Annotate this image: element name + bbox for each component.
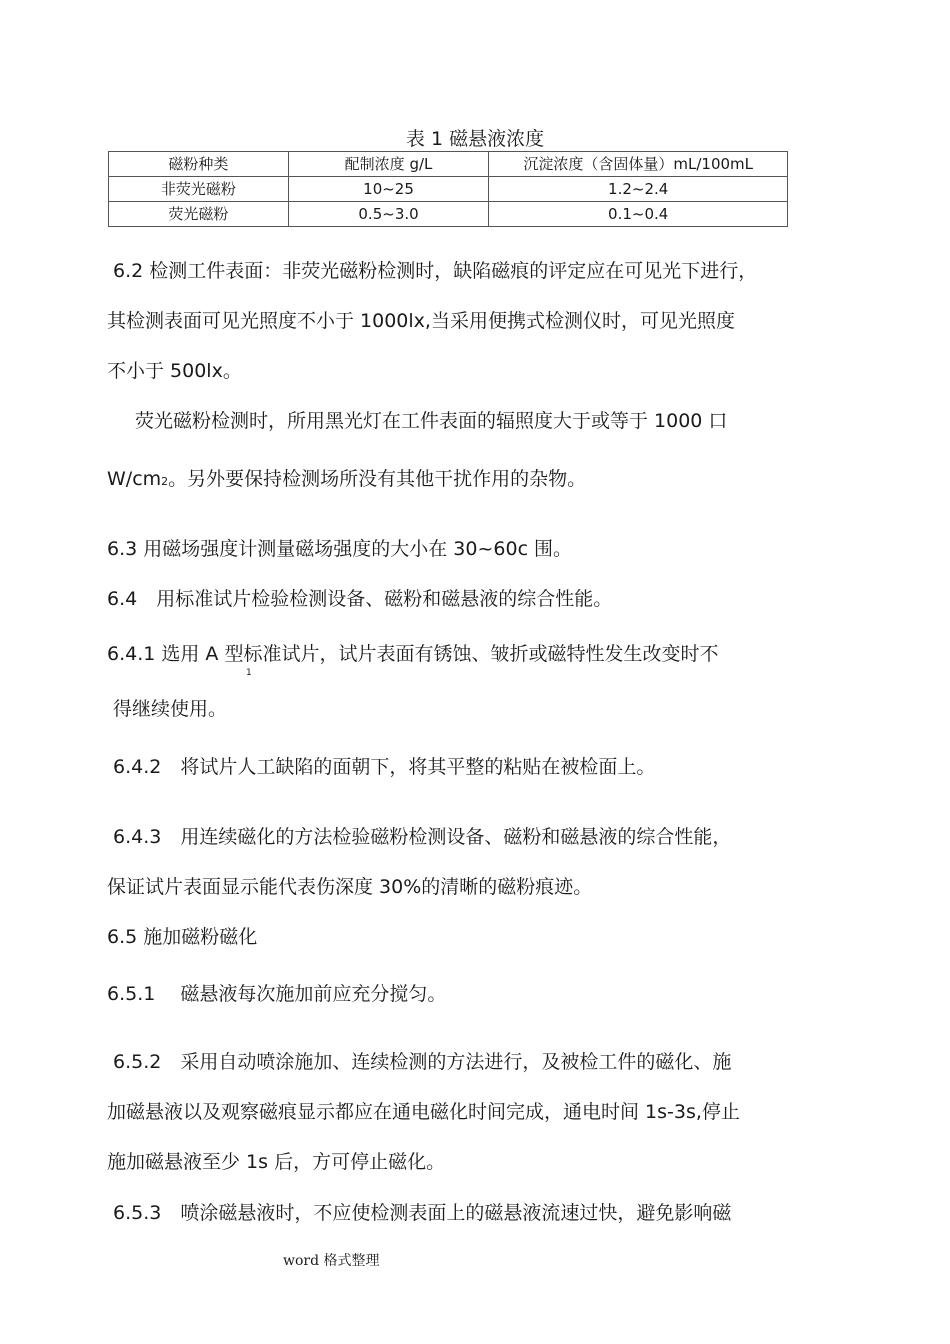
table-caption: 表 1 磁悬液浓度 bbox=[405, 128, 545, 150]
table-cell: 非荧光磁粉 bbox=[109, 177, 289, 202]
table-row bbox=[109, 177, 788, 202]
paragraph-6-4-1-line-1: 6.4.1 选用 A 型标准试片，试片表面有锈蚀、皱折或磁特性发生改变时不 bbox=[107, 643, 719, 665]
paragraph-6-5-2-line-2: 加磁悬液以及观察磁痕显示都应在通电磁化时间完成，通电时间 1s-3s,停止 bbox=[107, 1101, 740, 1123]
paragraph-6-4: 6.4 用标准试片检验检测设备、磁粉和磁悬液的综合性能。 bbox=[107, 588, 613, 610]
table-cell: 10~25 bbox=[288, 177, 489, 202]
table-header-cell: 磁粉种类 bbox=[109, 152, 289, 177]
table-cell: 0.5~3.0 bbox=[288, 202, 489, 227]
table-header-cell: 沉淀浓度（含固体量）mL/100mL bbox=[489, 152, 788, 177]
unit-text: W/cm bbox=[107, 468, 162, 490]
paragraph-6-5-3-line-1: 6.5.3 喷涂磁悬液时，不应使检测表面上的磁悬液流速过快，避免影响磁 bbox=[113, 1202, 732, 1224]
paragraph-6-5-1: 6.5.1 磁悬液每次施加前应充分搅匀。 bbox=[107, 983, 447, 1005]
paragraph-6-3: 6.3 用磁场强度计测量磁场强度的大小在 30~60c 围。 bbox=[107, 538, 573, 560]
paragraph-6-5-2-line-3: 施加磁悬液至少 1s 后，方可停止磁化。 bbox=[107, 1151, 446, 1173]
table-cell: 1.2~2.4 bbox=[489, 177, 788, 202]
paragraph-fluorescent-line-1: 荧光磁粉检测时，所用黑光灯在工件表面的辐照度大于或等于 1000 口 bbox=[135, 410, 728, 432]
paragraph-6-4-1-line-2: 得继续使用。 bbox=[113, 698, 228, 720]
paragraph-6-2-line-1: 6.2 检测工件表面：非荧光磁粉检测时，缺陷磁痕的评定应在可见光下进行， bbox=[113, 260, 758, 282]
concentration-table bbox=[108, 151, 788, 227]
table-cell: 0.1~0.4 bbox=[489, 202, 788, 227]
paragraph-6-4-2: 6.4.2 将试片人工缺陷的面朝下，将其平整的粘贴在被检面上。 bbox=[113, 756, 656, 778]
paragraph-6-2-line-3: 不小于 500lx。 bbox=[107, 360, 242, 382]
paragraph-6-5-2-line-1: 6.5.2 采用自动喷涂施加、连续检测的方法进行，及被检工件的磁化、施 bbox=[113, 1051, 732, 1073]
paragraph-fluorescent-line-2 bbox=[107, 466, 586, 495]
table-header-cell: 配制浓度 g/L bbox=[288, 152, 489, 177]
paragraph-6-2-line-2: 其检测表面可见光照度不小于 1000lx,当采用便携式检测仪时，可见光照度 bbox=[107, 310, 735, 332]
paragraph-text: 。另外要保持检测场所没有其他干扰作用的杂物。 bbox=[168, 468, 587, 490]
page-footer: word 格式整理 bbox=[283, 1253, 380, 1269]
table-row bbox=[109, 202, 788, 227]
paragraph-6-4-3-line-1: 6.4.3 用连续磁化的方法检验磁粉检测设备、磁粉和磁悬液的综合性能， bbox=[113, 826, 732, 848]
page-note: 1 bbox=[246, 668, 252, 678]
table-header-row bbox=[109, 152, 788, 177]
paragraph-6-5: 6.5 施加磁粉磁化 bbox=[107, 926, 258, 948]
table-cell: 荧光磁粉 bbox=[109, 202, 289, 227]
paragraph-6-4-3-line-2: 保证试片表面显示能代表伤深度 30%的清晰的磁粉痕迹。 bbox=[107, 876, 593, 898]
unit-subscript: 2 bbox=[161, 475, 169, 488]
